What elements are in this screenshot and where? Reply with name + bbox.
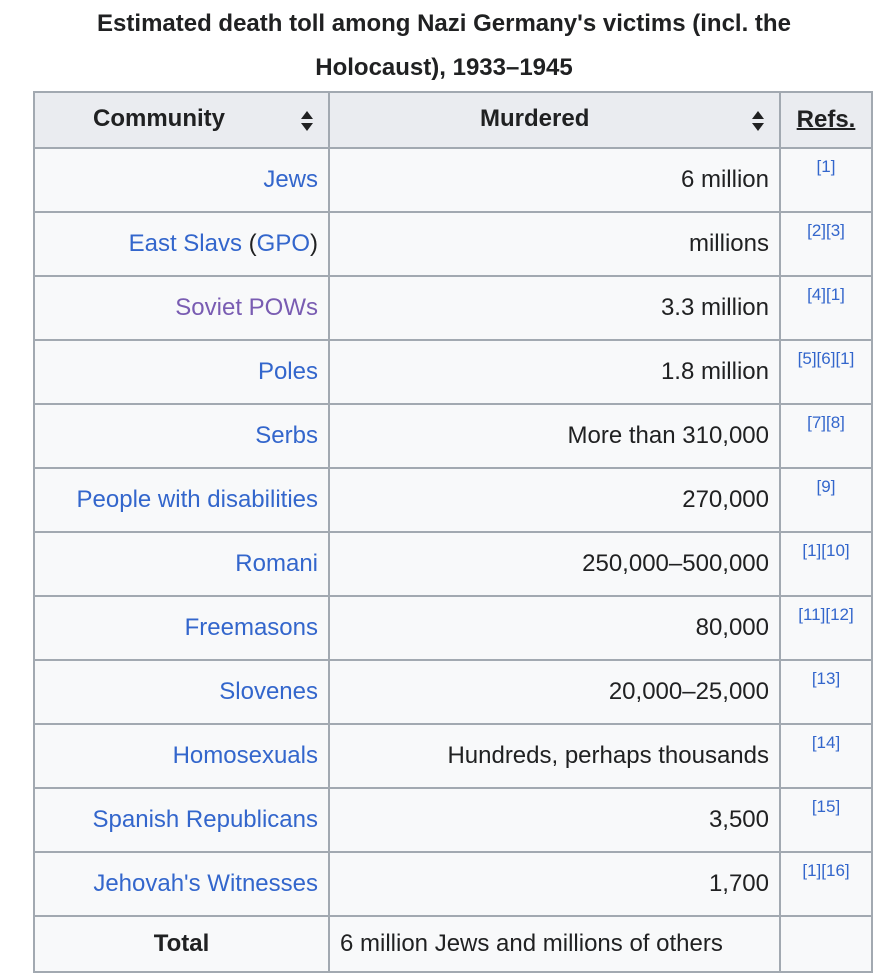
community-cell <box>34 788 329 852</box>
refs-cell[interactable]: [15] <box>780 788 872 852</box>
community-link[interactable]: Romani <box>235 550 318 577</box>
community-link[interactable]: East Slavs <box>128 230 242 257</box>
community-cell <box>34 404 329 468</box>
total-murdered-cell: 6 million Jews and millions of others <box>329 916 780 972</box>
community-link[interactable]: Poles <box>257 358 318 385</box>
community-link[interactable]: Jehovah's Witnesses <box>93 870 318 897</box>
sort-icon[interactable] <box>751 110 765 132</box>
paren-open: ( <box>241 230 257 257</box>
refs-cell[interactable]: [9] <box>780 468 872 532</box>
table-row <box>34 212 872 276</box>
community-link[interactable]: Homosexuals <box>172 742 318 769</box>
refs-cell[interactable]: [7][8] <box>780 404 872 468</box>
murdered-cell: 80,000 <box>329 596 780 660</box>
table-row <box>34 468 872 532</box>
community-cell <box>34 852 329 916</box>
column-header-murdered[interactable] <box>329 92 780 148</box>
total-label: Total <box>34 916 329 972</box>
murdered-cell: 3.3 million <box>329 276 780 340</box>
death-toll-table <box>33 91 873 973</box>
column-header-community[interactable] <box>34 92 329 148</box>
murdered-cell: 1.8 million <box>329 340 780 404</box>
table-row <box>34 596 872 660</box>
murdered-cell: More than 310,000 <box>329 404 780 468</box>
community-cell <box>34 724 329 788</box>
community-cell <box>34 212 329 276</box>
refs-cell[interactable]: [14] <box>780 724 872 788</box>
refs-cell[interactable]: [11][12] <box>780 596 872 660</box>
community-cell <box>34 340 329 404</box>
caption-line-1: Estimated death toll among Nazi Germany's victims (incl. the <box>97 10 791 37</box>
column-header-refs[interactable] <box>780 92 872 148</box>
total-refs-cell <box>780 916 872 972</box>
murdered-cell: 270,000 <box>329 468 780 532</box>
community-cell <box>34 468 329 532</box>
refs-cell[interactable]: [1] <box>780 148 872 212</box>
table-row <box>34 404 872 468</box>
community-cell <box>34 148 329 212</box>
community-link[interactable]: People with disabilities <box>76 486 318 513</box>
sort-icon[interactable] <box>300 110 314 132</box>
murdered-cell: millions <box>329 212 780 276</box>
murdered-cell: 20,000–25,000 <box>329 660 780 724</box>
refs-cell[interactable]: [2][3] <box>780 212 872 276</box>
table-caption <box>0 2 888 90</box>
refs-cell[interactable]: [5][6][1] <box>780 340 872 404</box>
column-header-community-label: Community <box>93 105 225 132</box>
community-cell <box>34 596 329 660</box>
column-header-refs-label: Refs. <box>796 106 856 133</box>
community-link[interactable]: Slovenes <box>219 678 318 705</box>
community-cell <box>34 532 329 596</box>
murdered-cell: Hundreds, perhaps thousands <box>329 724 780 788</box>
murdered-cell: 3,500 <box>329 788 780 852</box>
table-row <box>34 660 872 724</box>
community-link[interactable]: Soviet POWs <box>175 294 318 321</box>
refs-cell[interactable]: [4][1] <box>780 276 872 340</box>
community-extra-link[interactable]: GPO <box>256 230 310 257</box>
table-row <box>34 724 872 788</box>
table-row <box>34 532 872 596</box>
paren-close: ) <box>310 230 318 257</box>
refs-cell[interactable]: [1][10] <box>780 532 872 596</box>
community-link[interactable]: Freemasons <box>184 614 318 641</box>
table-row <box>34 788 872 852</box>
community-link[interactable]: Serbs <box>255 422 318 449</box>
table-row <box>34 852 872 916</box>
column-header-murdered-label: Murdered <box>480 105 590 132</box>
community-link[interactable]: Jews <box>263 166 318 193</box>
table-row <box>34 340 872 404</box>
murdered-cell: 6 million <box>329 148 780 212</box>
refs-cell[interactable]: [13] <box>780 660 872 724</box>
table-row <box>34 276 872 340</box>
caption-line-2: Holocaust), 1933–1945 <box>315 54 573 81</box>
community-cell <box>34 660 329 724</box>
murdered-cell: 250,000–500,000 <box>329 532 780 596</box>
community-cell <box>34 276 329 340</box>
murdered-cell: 1,700 <box>329 852 780 916</box>
community-link[interactable]: Spanish Republicans <box>92 806 318 833</box>
refs-cell[interactable]: [1][16] <box>780 852 872 916</box>
header-row <box>34 92 872 148</box>
total-row <box>34 916 872 972</box>
table-row <box>34 148 872 212</box>
